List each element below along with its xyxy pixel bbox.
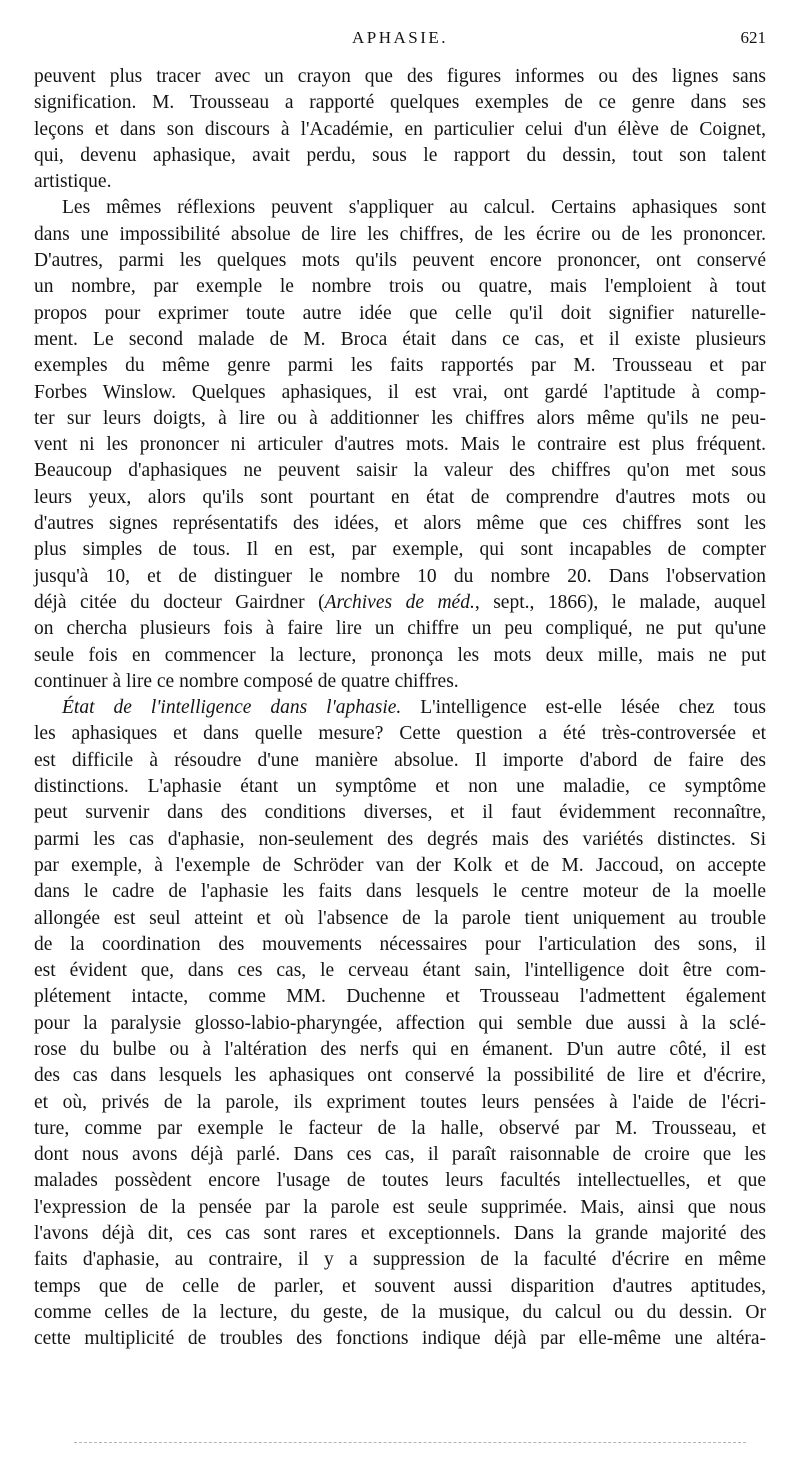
page-number: 621 [740,28,766,47]
body-text [34,64,766,1353]
text-line: dont nous avons déjà parlé. Dans ces cas, il paraît raisonnable de croire que les [34,1144,766,1166]
text-line: exemples du même genre parmi les faits rapportés par M. Trousseau et par [34,355,766,377]
text-line: propos pour exprimer toute autre idée que celle qu'il doit signifier naturelle- [34,302,766,324]
text-line: et où, privés de la parole, ils expriment toutes leurs pensées à l'aide de l'écri- [34,1091,766,1113]
text-line: des cas dans lesquels les aphasiques ont conservé la possibilité de lire et d'écrire, [34,1065,766,1087]
text-line: D'autres, parmi les quelques mots qu'ils peuvent encore prononcer, ont conservé [34,250,766,272]
text-line: leurs yeux, alors qu'ils sont pourtant en état de comprendre d'autres mots ou [34,486,766,508]
text-line: temps que de celle de parler, et souvent aussi disparition d'autres aptitudes, [34,1275,766,1297]
text-line: plus simples de tous. Il en est, par exemple, qui sont incapables de compter [34,539,766,561]
text-line: Les mêmes réflexions peuvent s'appliquer au calcul. Certains aphasiques sont [62,197,766,219]
running-title: APHASIE. [351,28,449,47]
text-line: Forbes Winslow. Quelques aphasiques, il est vrai, ont gardé l'aptitude à comp- [34,381,766,403]
text-line: dans le cadre de l'aphasie les faits dans lesquels le centre moteur de la moelle [34,881,766,903]
text-line: leçons et dans son discours à l'Académie, en particulier celui d'un élève de Coignet, [34,118,766,140]
text-line: signification. M. Trousseau a rapporté quelques exemples de ce genre dans ses [34,92,766,114]
text-line: de la coordination des mouvements nécessaires pour l'articulation des sons, il [34,933,766,955]
text-line: qui, devenu aphasique, avait perdu, sous le rapport du dessin, tout son talent [34,144,766,166]
text-line: ter sur leurs doigts, à lire ou à additionner les chiffres alors même qu'ils ne peu- [34,407,766,429]
page-bottom-rule [74,1442,746,1443]
text-line: est difficile à résoudre d'une manière absolue. Il importe d'abord de faire des [34,749,766,771]
text-line: plétement intacte, comme MM. Duchenne et Trousseau l'admettent également [34,986,766,1008]
text-line: les aphasiques et dans quelle mesure? Cette question a été très-controversée et [34,723,766,745]
text-line: peut survenir dans des conditions diverses, et il faut évidemment reconnaître, [34,802,766,824]
running-head [34,0,766,52]
book-page [34,0,766,1350]
text-line: pour la paralysie glosso-labio-pharyngée, affection qui semble due aussi à la sclé- [34,1012,766,1034]
text-line-with-italic: État de l'intelligence dans l'aphasie. L'intelligence est-elle lésée chez tous [62,697,766,719]
text-line: parmi les cas d'aphasie, non-seulement des degrés mais des variétés distinctes. Si [34,828,766,850]
text-line: vent ni les prononcer ni articuler d'autres mots. Mais le contraire est plus fréquent. [34,434,766,456]
italic-phrase: État de l'intelligence dans l'aphasie. [62,697,402,719]
text-line: dans une impossibilité absolue de lire les chiffres, de les écrire ou de les prononcer. [34,223,766,245]
italic-phrase: Archives de méd. [324,591,475,613]
text-line: l'expression de la pensée par la parole est seule supprimée. Mais, ainsi que nous [34,1196,766,1218]
text-line: continuer à lire ce nombre composé de quatre chiffres. [34,670,459,692]
text-line: ture, comme par exemple le facteur de la halle, observé par M. Trousseau, et [34,1117,766,1139]
text-line-with-italic: déjà citée du docteur Gairdner (Archives de méd., sept., 1866), le malade, auquel [34,591,766,613]
text-line: distinctions. L'aphasie étant un symptôme et non une maladie, ce symptôme [34,776,766,798]
text-line: l'avons déjà dit, ces cas sont rares et exceptionnels. Dans la grande majorité des [34,1223,766,1245]
text-line: Beaucoup d'aphasiques ne peuvent saisir la valeur des chiffres qu'on met sous [34,460,766,482]
text-line: malades possèdent encore l'usage de toutes leurs facultés intellectuelles, et que [34,1170,766,1192]
text-line: est évident que, dans ces cas, le cerveau étant sain, l'intelligence doit être com- [34,960,766,982]
text-line: par exemple, à l'exemple de Schröder van der Kolk et de M. Jaccoud, on accepte [34,854,766,876]
text-line: on chercha plusieurs fois à faire lire un chiffre un peu compliqué, ne put qu'une [34,618,766,640]
text-line: peuvent plus tracer avec un crayon que des figures informes ou des lignes sans [34,66,766,87]
text-line: allongée est seul atteint et où l'absence de la parole tient uniquement au trouble [34,907,766,929]
text-line: faits d'aphasie, au contraire, il y a suppression de la faculté d'écrire en même [34,1249,766,1271]
text-line: seule fois en commencer la lecture, prononça les mots deux mille, mais ne put [34,644,766,666]
text-line: un nombre, par exemple le nombre trois ou quatre, mais l'emploient à tout [34,276,766,298]
text-line: cette multiplicité de troubles des fonctions indique déjà par elle-même une altéra- [34,1328,766,1350]
text-line: rose du bulbe ou à l'altération des nerfs qui en émanent. D'un autre côté, il est [34,1038,766,1060]
text-line: ment. Le second malade de M. Broca était dans ce cas, et il existe plusieurs [34,328,766,350]
text-line: comme celles de la lecture, du geste, de la musique, du calcul ou du dessin. Or [34,1301,766,1323]
text-line: artistique. [34,171,112,193]
text-line: jusqu'à 10, et de distinguer le nombre 10 du nombre 20. Dans l'observation [34,565,766,587]
text-line: d'autres signes représentatifs des idées, et alors même que ces chiffres sont les [34,513,766,535]
